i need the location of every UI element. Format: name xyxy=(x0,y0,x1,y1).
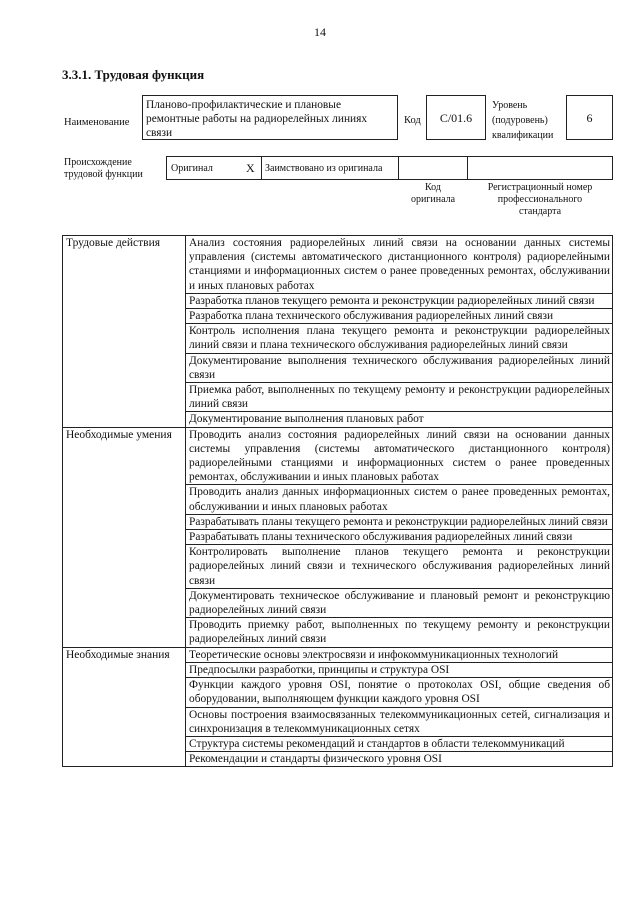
borrowed-box xyxy=(261,156,399,180)
level-value-box xyxy=(566,95,613,140)
table-cell: Предпосылки разработки, принципы и структура OSI xyxy=(186,662,613,677)
page-number: 14 xyxy=(314,25,326,39)
category-cell: Необходимые умения xyxy=(63,427,186,647)
table-row xyxy=(63,647,613,662)
table-cell: Проводить анализ данных информационных систем о ранее проведенных ремонтах, обслуживании и иных плановых работах xyxy=(186,485,613,514)
table-cell: Контроль исполнения плана текущего ремонта и реконструкции радиорелейных линий связи и плана технического обслуживания радиорелейных линий связи xyxy=(186,324,613,353)
table-cell: Рекомендации и стандарты физического уровня OSI xyxy=(186,752,613,767)
table-cell: Приемка работ, выполненных по текущему ремонту и реконструкции радиорелейных линий связи xyxy=(186,383,613,412)
table-cell: Документирование выполнения плановых работ xyxy=(186,412,613,427)
table-row xyxy=(63,236,613,294)
name-value: Планово-профилактические и плановые ремонтные работы на радиорелейных линиях связи xyxy=(146,99,368,139)
function-table xyxy=(62,235,613,767)
code-label: Код xyxy=(404,115,421,126)
code-value: C/01.6 xyxy=(439,111,473,125)
table-cell: Проводить анализ состояния радиорелейных линий связи на основании данных системы управления (системы автоматического дистанционного контроля) радиорелейными станциями и информационных систем о ранее проведенных ремонтах, обслуживании и иных плановых работах xyxy=(186,427,613,485)
table-cell: Документировать техническое обслуживание и плановый ремонт и реконструкцию радиорелейных линий связи xyxy=(186,588,613,617)
table-cell: Разрабатывать планы текущего ремонта и реконструкции радиорелейных линий связи xyxy=(186,514,613,529)
borrowed-label: Заимствовано из оригинала xyxy=(265,163,383,174)
category-cell: Трудовые действия xyxy=(63,236,186,428)
original-mark: X xyxy=(246,161,255,175)
table-cell: Функции каждого уровня OSI, понятие о протоколах OSI, общие сведения об оборудовании, выполняющем функции каждого уровня OSI xyxy=(186,678,613,707)
code-original-caption: Код оригинала xyxy=(410,182,456,205)
table-cell: Структура системы рекомендаций и стандартов в области телекоммуникаций xyxy=(186,736,613,751)
original-box xyxy=(166,156,262,180)
category-cell: Необходимые знания xyxy=(63,647,186,767)
table-cell: Разрабатывать планы технического обслуживания радиорелейных линий связи xyxy=(186,530,613,545)
table-cell: Документирование выполнения технического обслуживания радиорелейных линий связи xyxy=(186,353,613,382)
name-value-box xyxy=(142,95,398,140)
origin-label: Происхождение трудовой функции xyxy=(64,157,143,180)
reg-number-box xyxy=(467,156,613,180)
table-cell: Основы построения взаимосвязанных телекоммуникационных сетей, сигнализация и синхронизация в телекоммуникационных сетях xyxy=(186,707,613,736)
level-value: 6 xyxy=(586,111,593,125)
table-cell: Разработка плана технического обслуживания радиорелейных линий связи xyxy=(186,309,613,324)
table-cell: Теоретические основы электросвязи и инфокоммуникационных технологий xyxy=(186,647,613,662)
code-value-box xyxy=(426,95,486,140)
section-title: 3.3.1. Трудовая функция xyxy=(62,67,205,82)
table-cell: Анализ состояния радиорелейных линий связи на основании данных системы управления (системы автоматического дистанционного контроля) радиорелейными станциями и информационных систем о ранее проведенных ремонтах, обслуживании и иных плановых работах xyxy=(186,236,613,294)
code-original-box xyxy=(398,156,468,180)
table-row xyxy=(63,427,613,485)
table-cell: Разработка планов текущего ремонта и реконструкции радиорелейных линий связи xyxy=(186,293,613,308)
reg-number-caption: Регистрационный номер профессионального стандарта xyxy=(487,182,593,217)
level-label: Уровень (подуровень) квалификации xyxy=(492,100,554,141)
table-cell: Проводить приемку работ, выполненных по текущему ремонту и реконструкции радиорелейных линий связи xyxy=(186,618,613,647)
name-label: Наименование xyxy=(64,117,130,128)
original-label: Оригинал xyxy=(171,163,213,174)
table-cell: Контролировать выполнение планов текущего ремонта и реконструкции радиорелейных линий связи и технического обслуживания радиорелейных линий связи xyxy=(186,545,613,589)
